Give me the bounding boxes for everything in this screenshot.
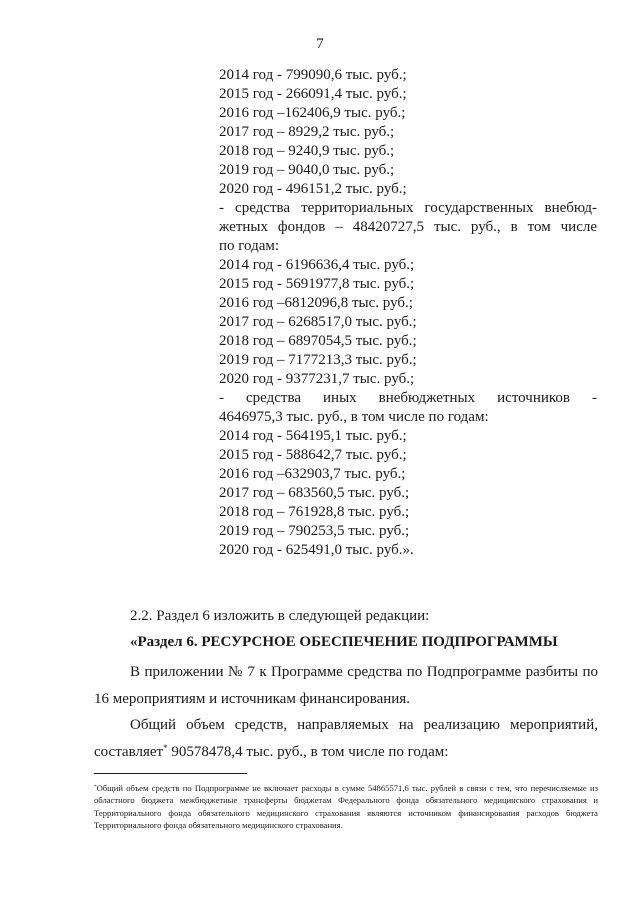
funds-line-2016: 2016 год –6812096,8 тыс. руб.; bbox=[219, 295, 413, 311]
budget-line-2014: 2014 год - 799090,6 тыс. руб.; bbox=[219, 67, 407, 83]
funds-line-2018: 2018 год – 6897054,5 тыс. руб.; bbox=[219, 333, 417, 349]
other-line-2016: 2016 год –632903,7 тыс. руб.; bbox=[219, 466, 406, 482]
page-number: 7 bbox=[316, 36, 324, 52]
footnote-mark: * bbox=[94, 784, 97, 791]
footnote-divider bbox=[94, 773, 247, 774]
section-heading: «Раздел 6. РЕСУРСНОЕ ОБЕСПЕЧЕНИЕ ПОДПРОГРАММЫ bbox=[130, 634, 558, 650]
budget-line-2020: 2020 год - 496151,2 тыс. руб.; bbox=[219, 181, 407, 197]
footnote-ref-mark: * bbox=[163, 743, 168, 754]
paragraph-2-end: 90578478,4 тыс. руб., в том числе по годам: bbox=[167, 744, 449, 760]
funds-line-2020: 2020 год - 9377231,7 тыс. руб.; bbox=[219, 371, 415, 387]
budget-line-2019: 2019 год – 9040,0 тыс. руб.; bbox=[219, 162, 395, 178]
paragraph-1-wrap bbox=[94, 659, 598, 713]
other-line-2018: 2018 год – 761928,8 тыс. руб.; bbox=[219, 504, 410, 520]
funds-line-2017: 2017 год – 6268517,0 тыс. руб.; bbox=[219, 314, 417, 330]
funds-intro-line-3: по годам: bbox=[219, 238, 280, 254]
budget-line-2015: 2015 год - 266091,4 тыс. руб.; bbox=[219, 86, 407, 102]
paragraph-2-wrap bbox=[94, 712, 598, 766]
paragraph-1: В приложении № 7 к Программе средства по Подпрограмме разбиты по 16 мероприятиям и источникам финансирования. bbox=[94, 664, 598, 707]
section-intro: 2.2. Раздел 6 изложить в следующей редакции: bbox=[130, 608, 430, 624]
other-line-2015: 2015 год - 588642,7 тыс. руб.; bbox=[219, 447, 407, 463]
funds-intro-line-2: жетных фондов – 48420727,5 тыс. руб., в том числе bbox=[219, 219, 597, 235]
funds-line-2019: 2019 год – 7177213,3 тыс. руб.; bbox=[219, 352, 417, 368]
funds-line-2015: 2015 год - 5691977,8 тыс. руб.; bbox=[219, 276, 415, 292]
budget-line-2016: 2016 год –162406,9 тыс. руб.; bbox=[219, 105, 406, 121]
funds-intro-line-1: - средства территориальных государственных внебюд- bbox=[219, 200, 597, 216]
other-line-2017: 2017 год – 683560,5 тыс. руб.; bbox=[219, 485, 410, 501]
footnote bbox=[94, 782, 598, 832]
other-line-2020: 2020 год - 625491,0 тыс. руб.». bbox=[219, 542, 414, 558]
other-intro-line-2: 4646975,3 тыс. руб., в том числе по годам: bbox=[219, 409, 489, 425]
section-intro-wrap bbox=[94, 607, 598, 626]
budget-line-2017: 2017 год – 8929,2 тыс. руб.; bbox=[219, 124, 395, 140]
funds-line-2014: 2014 год - 6196636,4 тыс. руб.; bbox=[219, 257, 415, 273]
other-line-2019: 2019 год – 790253,5 тыс. руб.; bbox=[219, 523, 410, 539]
footnote-text: Общий объем средств по Подпрограмме не включает расходы в сумме 54865571,6 тыс. рублей в связи с тем, что перечисляемые из областного бюджета межбюджетные трансферты бюджетам Федерального фонда обязательного медицинского страхования и Территориального фонда обязательного медицинского страхования являются источником финансирования расходов бюджета Территориального фонда обязательного медицинского страхования. bbox=[94, 783, 598, 831]
other-line-2014: 2014 год - 564195,1 тыс. руб.; bbox=[219, 428, 407, 444]
budget-line-2018: 2018 год – 9240,9 тыс. руб.; bbox=[219, 143, 395, 159]
other-intro-line-1: - средства иных внебюджетных источников - bbox=[219, 390, 597, 406]
paragraph-2 bbox=[94, 712, 598, 766]
section-heading-wrap bbox=[94, 633, 598, 652]
paragraph-2-start: Общий объем средств, направляемых на реализацию мероприятий, составляет bbox=[94, 717, 598, 760]
budget-years-block bbox=[219, 66, 597, 560]
